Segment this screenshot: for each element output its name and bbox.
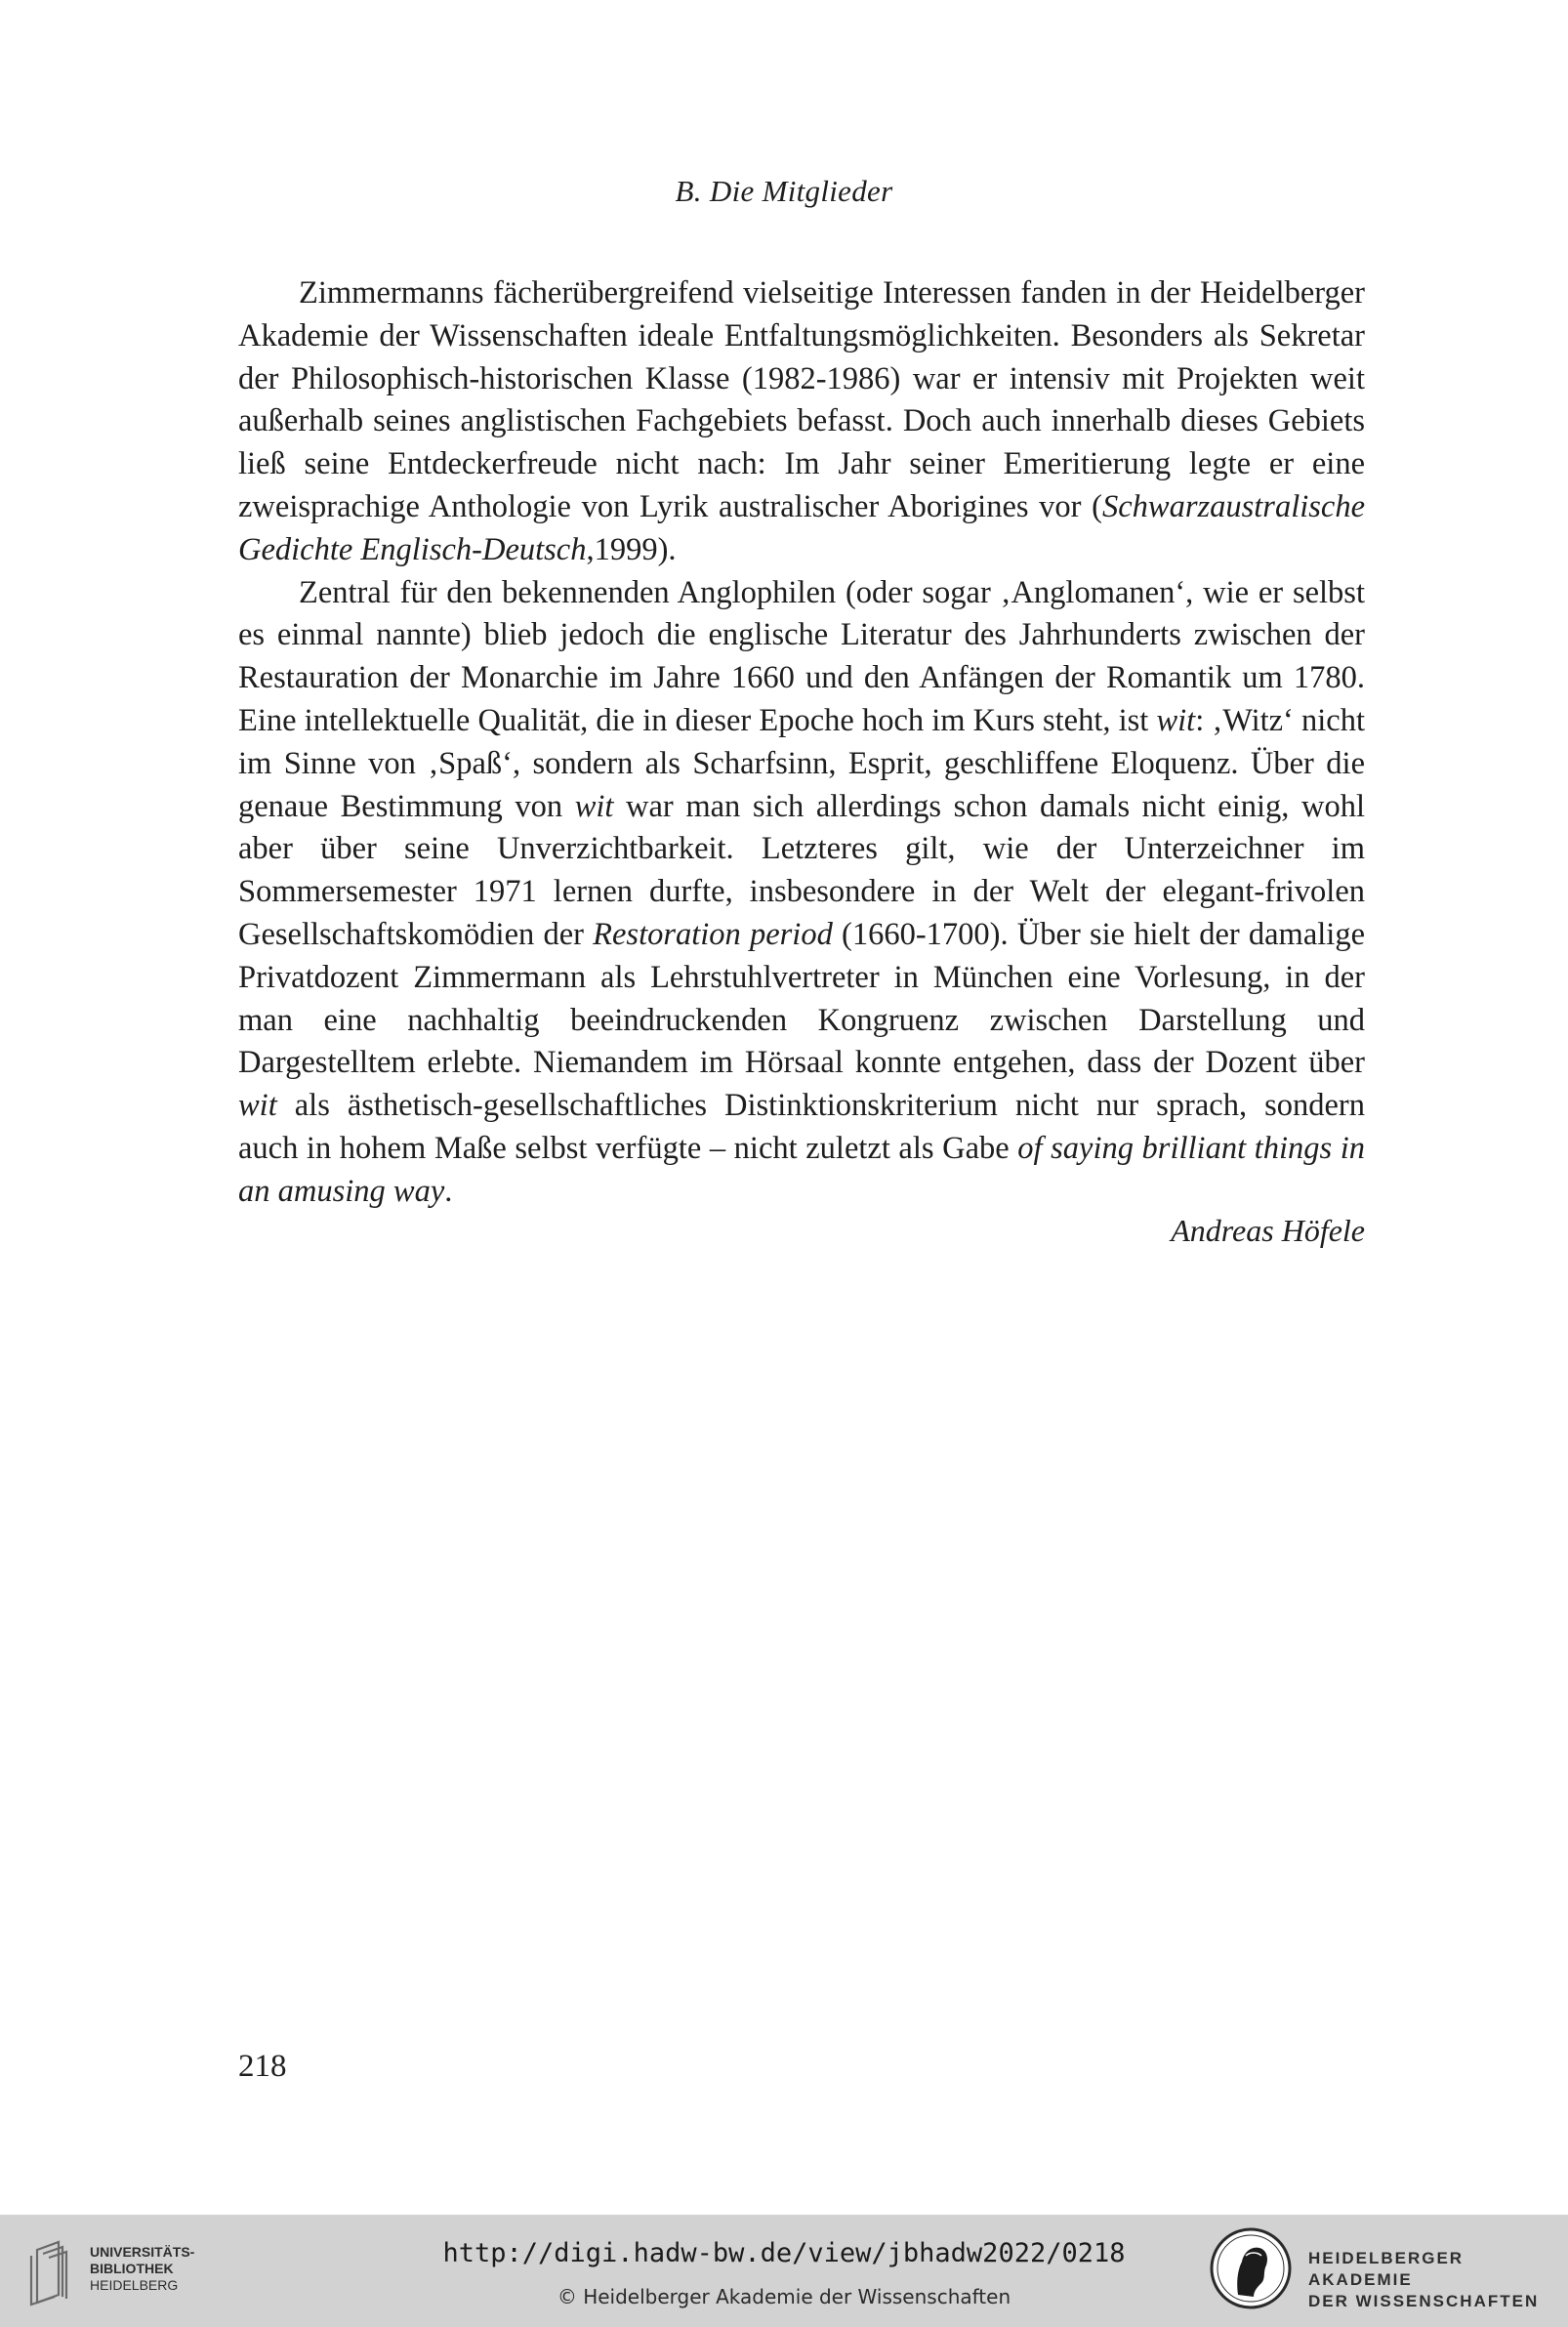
italic-text: wit — [574, 788, 614, 824]
italic-text: of saying brilliant things in an amusing way — [238, 1130, 1365, 1209]
paragraph-2 — [238, 572, 1365, 1214]
portrait-medallion-icon — [1209, 2226, 1293, 2310]
academy-name-line: DER WISSENSCHAFTEN — [1308, 2292, 1540, 2310]
text-run: . — [444, 1173, 453, 1209]
library-name-line: UNIVERSITÄTS- — [90, 2244, 195, 2260]
text-run: Zentral für den bekennenden Anglophilen (oder sogar ‚Anglomanen‘, wie er selbst es einmal nannte) blieb jedoch die englische Literatur des Jahrhunderts zwischen der Restauration der Monarchie im Jahre 1660 und den Anfängen der Romantik um 1780. Eine intellektuelle Qualität, die in dieser Epoche hoch im Kurs steht, ist — [238, 574, 1365, 738]
text-run: war man sich allerdings schon damals nicht einig, wohl aber über seine Unverzichtbarkeit. Letzteres gilt, wie der Unterzeichner im Sommersemester 1971 lernen durfte, insbesondere in der Welt der elegant-frivolen Gesellschaftskomödien der — [238, 788, 1365, 952]
text-run: ,1999). — [586, 531, 677, 567]
text-run: Zimmermanns fächerübergreifend vielseitige Interessen fanden in der Heidelberger Akademie der Wissenschaften ideale Entfaltungsmöglichkeiten. Besonders als Sekretar der Philosophisch-historischen Klasse (1982-1986) war er intensiv mit Projekten weit außerhalb seines anglistischen Fachgebiets befasst. Doch auch innerhalb dieses Gebiets ließ seine Entdeckerfreude nicht nach: Im Jahr seiner Emeritierung legte er eine zweisprachige Anthologie von Lyrik australischer Aborigines vor ( — [238, 275, 1365, 524]
body-text — [238, 272, 1365, 1214]
copyright-notice: © Heidelberger Akademie der Wissenschaften — [557, 2285, 1011, 2308]
academy-name — [1308, 2248, 1568, 2312]
italic-text: Restoration period — [593, 916, 833, 952]
academy-name-line: HEIDELBERGER AKADEMIE — [1308, 2249, 1465, 2289]
text-run: (1660-1700). Über sie hielt der damalige Privatdozent Zimmermann als Lehrstuhlvertreter in München eine Vorlesung, in der man eine nachhaltig beeindruckenden Kongruenz zwischen Darstellung und Dargestelltem erlebte. Niemandem im Hörsaal konnte entgehen, dass der Dozent über — [238, 916, 1365, 1081]
library-name-line: BIBLIOTHEK — [90, 2261, 174, 2276]
footer-bar — [0, 2215, 1568, 2327]
italic-text: Schwarzaustralische Gedichte Englisch-Deutsch — [238, 488, 1365, 567]
author-signature: Andreas Höfele — [1171, 1213, 1365, 1248]
text-run: : ‚Witz‘ nicht im Sinne von ‚Spaß‘, sondern als Scharfsinn, Esprit, geschliffene Eloquenz. Über die genaue Bestimmung von — [238, 702, 1365, 824]
running-head: B. Die Mitglieder — [675, 174, 893, 208]
page-number: 218 — [238, 2049, 287, 2084]
document-url-link[interactable]: http://digi.hadw-bw.de/view/jbhadw2022/0218 — [442, 2238, 1126, 2268]
italic-text: wit — [1156, 702, 1196, 738]
paragraph-1 — [238, 272, 1365, 572]
italic-text: wit — [238, 1088, 277, 1124]
library-name-line: HEIDELBERG — [90, 2277, 179, 2293]
text-run: als ästhetisch-gesellschaftliches Distinktionskriterium nicht nur sprach, sondern auch in hohem Maße selbst verfügte – nicht zuletzt als Gabe — [238, 1088, 1365, 1166]
